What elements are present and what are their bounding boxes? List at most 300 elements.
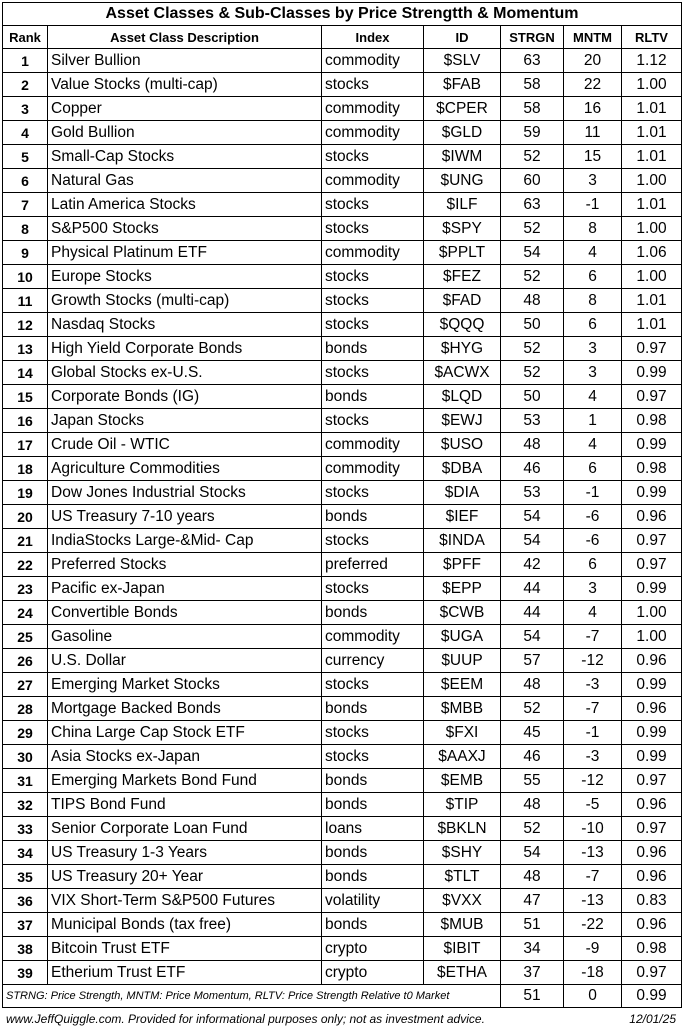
rank-cell: 34 bbox=[3, 841, 48, 865]
description-cell: US Treasury 1-3 Years bbox=[48, 841, 322, 865]
table-row bbox=[3, 433, 682, 457]
description-cell: VIX Short-Term S&P500 Futures bbox=[48, 889, 322, 913]
rank-cell: 27 bbox=[3, 673, 48, 697]
table-row bbox=[3, 913, 682, 937]
rank-cell: 39 bbox=[3, 961, 48, 985]
column-header-description: Asset Class Description bbox=[48, 26, 322, 49]
mntm-cell: 22 bbox=[564, 73, 622, 97]
disclaimer-text: www.JeffQuiggle.com. Provided for informational purposes only; not as investment advice. bbox=[6, 1012, 485, 1026]
index-cell: stocks bbox=[322, 529, 424, 553]
table-row bbox=[3, 697, 682, 721]
index-cell: loans bbox=[322, 817, 424, 841]
strgn-cell: 51 bbox=[501, 913, 564, 937]
mntm-cell: 8 bbox=[564, 289, 622, 313]
index-cell: bonds bbox=[322, 793, 424, 817]
rltv-cell: 1.01 bbox=[622, 97, 682, 121]
strgn-cell: 53 bbox=[501, 409, 564, 433]
mntm-cell: 1 bbox=[564, 409, 622, 433]
description-cell: U.S. Dollar bbox=[48, 649, 322, 673]
description-cell: Japan Stocks bbox=[48, 409, 322, 433]
index-cell: bonds bbox=[322, 769, 424, 793]
table-row bbox=[3, 217, 682, 241]
strgn-cell: 57 bbox=[501, 649, 564, 673]
rltv-cell: 0.83 bbox=[622, 889, 682, 913]
id-cell: $ILF bbox=[424, 193, 501, 217]
rank-cell: 6 bbox=[3, 169, 48, 193]
strgn-cell: 52 bbox=[501, 697, 564, 721]
strgn-cell: 52 bbox=[501, 817, 564, 841]
mntm-cell: 4 bbox=[564, 385, 622, 409]
strgn-cell: 52 bbox=[501, 265, 564, 289]
id-cell: $EWJ bbox=[424, 409, 501, 433]
table-row bbox=[3, 481, 682, 505]
rltv-cell: 0.96 bbox=[622, 913, 682, 937]
column-header-strgn: STRGN bbox=[501, 26, 564, 49]
rltv-cell: 1.06 bbox=[622, 241, 682, 265]
index-cell: stocks bbox=[322, 577, 424, 601]
table-row bbox=[3, 721, 682, 745]
id-cell: $FEZ bbox=[424, 265, 501, 289]
mntm-cell: 20 bbox=[564, 49, 622, 73]
id-cell: $BKLN bbox=[424, 817, 501, 841]
rltv-cell: 1.00 bbox=[622, 73, 682, 97]
strgn-cell: 55 bbox=[501, 769, 564, 793]
table-row bbox=[3, 889, 682, 913]
table-row bbox=[3, 817, 682, 841]
strgn-cell: 34 bbox=[501, 937, 564, 961]
id-cell: $USO bbox=[424, 433, 501, 457]
rank-cell: 28 bbox=[3, 697, 48, 721]
id-cell: $TLT bbox=[424, 865, 501, 889]
rltv-cell: 0.97 bbox=[622, 769, 682, 793]
mntm-cell: -18 bbox=[564, 961, 622, 985]
mntm-cell: 8 bbox=[564, 217, 622, 241]
strgn-cell: 44 bbox=[501, 577, 564, 601]
mntm-cell: -12 bbox=[564, 649, 622, 673]
column-header-mntm: MNTM bbox=[564, 26, 622, 49]
rank-cell: 22 bbox=[3, 553, 48, 577]
strgn-cell: 59 bbox=[501, 121, 564, 145]
strgn-cell: 60 bbox=[501, 169, 564, 193]
id-cell: $EPP bbox=[424, 577, 501, 601]
strgn-cell: 44 bbox=[501, 601, 564, 625]
mntm-cell: 4 bbox=[564, 433, 622, 457]
description-cell: Emerging Market Stocks bbox=[48, 673, 322, 697]
id-cell: $EEM bbox=[424, 673, 501, 697]
description-cell: Gasoline bbox=[48, 625, 322, 649]
strgn-cell: 42 bbox=[501, 553, 564, 577]
description-cell: Latin America Stocks bbox=[48, 193, 322, 217]
id-cell: $TIP bbox=[424, 793, 501, 817]
mntm-cell: -7 bbox=[564, 697, 622, 721]
id-cell: $CWB bbox=[424, 601, 501, 625]
description-cell: US Treasury 20+ Year bbox=[48, 865, 322, 889]
table-row bbox=[3, 409, 682, 433]
mntm-cell: 6 bbox=[564, 313, 622, 337]
rltv-cell: 1.00 bbox=[622, 217, 682, 241]
description-cell: Nasdaq Stocks bbox=[48, 313, 322, 337]
rltv-cell: 0.98 bbox=[622, 409, 682, 433]
strgn-cell: 58 bbox=[501, 73, 564, 97]
index-cell: bonds bbox=[322, 913, 424, 937]
description-cell: S&P500 Stocks bbox=[48, 217, 322, 241]
table-row bbox=[3, 145, 682, 169]
mntm-cell: -6 bbox=[564, 505, 622, 529]
rltv-cell: 0.96 bbox=[622, 841, 682, 865]
rank-cell: 19 bbox=[3, 481, 48, 505]
rltv-cell: 0.99 bbox=[622, 481, 682, 505]
rltv-cell: 0.99 bbox=[622, 721, 682, 745]
mntm-cell: -7 bbox=[564, 625, 622, 649]
strgn-cell: 50 bbox=[501, 313, 564, 337]
description-cell: Bitcoin Trust ETF bbox=[48, 937, 322, 961]
strgn-cell: 46 bbox=[501, 745, 564, 769]
rltv-cell: 0.96 bbox=[622, 649, 682, 673]
description-cell: Natural Gas bbox=[48, 169, 322, 193]
rank-cell: 11 bbox=[3, 289, 48, 313]
strgn-cell: 48 bbox=[501, 793, 564, 817]
strgn-cell: 48 bbox=[501, 673, 564, 697]
strgn-cell: 52 bbox=[501, 145, 564, 169]
table-row bbox=[3, 385, 682, 409]
rank-cell: 38 bbox=[3, 937, 48, 961]
report-date: 12/01/25 bbox=[629, 1012, 676, 1026]
rltv-cell: 0.97 bbox=[622, 385, 682, 409]
id-cell: $IWM bbox=[424, 145, 501, 169]
table-row bbox=[3, 289, 682, 313]
table-row bbox=[3, 577, 682, 601]
description-cell: Emerging Markets Bond Fund bbox=[48, 769, 322, 793]
strgn-cell: 48 bbox=[501, 865, 564, 889]
table-body bbox=[3, 49, 682, 985]
id-cell: $FAB bbox=[424, 73, 501, 97]
rank-cell: 31 bbox=[3, 769, 48, 793]
table-row bbox=[3, 601, 682, 625]
description-cell: Senior Corporate Loan Fund bbox=[48, 817, 322, 841]
mntm-cell: 15 bbox=[564, 145, 622, 169]
mntm-cell: 3 bbox=[564, 361, 622, 385]
strgn-cell: 50 bbox=[501, 385, 564, 409]
index-cell: stocks bbox=[322, 673, 424, 697]
rltv-cell: 1.00 bbox=[622, 265, 682, 289]
table-row bbox=[3, 745, 682, 769]
id-cell: $DBA bbox=[424, 457, 501, 481]
id-cell: $INDA bbox=[424, 529, 501, 553]
index-cell: bonds bbox=[322, 601, 424, 625]
rltv-cell: 0.99 bbox=[622, 673, 682, 697]
id-cell: $FXI bbox=[424, 721, 501, 745]
rank-cell: 7 bbox=[3, 193, 48, 217]
rltv-cell: 0.99 bbox=[622, 361, 682, 385]
description-cell: Gold Bullion bbox=[48, 121, 322, 145]
mntm-cell: -3 bbox=[564, 745, 622, 769]
table-row bbox=[3, 649, 682, 673]
table-row bbox=[3, 793, 682, 817]
rltv-cell: 1.01 bbox=[622, 145, 682, 169]
index-cell: commodity bbox=[322, 433, 424, 457]
table-row bbox=[3, 961, 682, 985]
rank-cell: 23 bbox=[3, 577, 48, 601]
id-cell: $DIA bbox=[424, 481, 501, 505]
rltv-cell: 0.99 bbox=[622, 745, 682, 769]
legend-note: STRNG: Price Strength, MNTM: Price Momentum, RLTV: Price Strength Relative t0 Market bbox=[3, 985, 501, 1008]
index-cell: currency bbox=[322, 649, 424, 673]
mntm-cell: 4 bbox=[564, 601, 622, 625]
mntm-cell: 6 bbox=[564, 553, 622, 577]
table-row bbox=[3, 241, 682, 265]
index-cell: stocks bbox=[322, 721, 424, 745]
rank-cell: 30 bbox=[3, 745, 48, 769]
asset-class-table bbox=[2, 2, 682, 1008]
index-cell: commodity bbox=[322, 121, 424, 145]
id-cell: $UNG bbox=[424, 169, 501, 193]
id-cell: $ACWX bbox=[424, 361, 501, 385]
table-row bbox=[3, 553, 682, 577]
index-cell: stocks bbox=[322, 217, 424, 241]
summary-strgn: 51 bbox=[501, 985, 564, 1008]
id-cell: $VXX bbox=[424, 889, 501, 913]
index-cell: commodity bbox=[322, 97, 424, 121]
rank-cell: 35 bbox=[3, 865, 48, 889]
column-header-id: ID bbox=[424, 26, 501, 49]
index-cell: bonds bbox=[322, 841, 424, 865]
mntm-cell: -7 bbox=[564, 865, 622, 889]
rltv-cell: 0.96 bbox=[622, 697, 682, 721]
description-cell: Dow Jones Industrial Stocks bbox=[48, 481, 322, 505]
index-cell: commodity bbox=[322, 49, 424, 73]
id-cell: $UUP bbox=[424, 649, 501, 673]
table-row bbox=[3, 457, 682, 481]
table-row bbox=[3, 121, 682, 145]
mntm-cell: -1 bbox=[564, 193, 622, 217]
table-row bbox=[3, 841, 682, 865]
mntm-cell: 11 bbox=[564, 121, 622, 145]
description-cell: Mortgage Backed Bonds bbox=[48, 697, 322, 721]
description-cell: TIPS Bond Fund bbox=[48, 793, 322, 817]
rank-cell: 20 bbox=[3, 505, 48, 529]
mntm-cell: -13 bbox=[564, 889, 622, 913]
mntm-cell: 6 bbox=[564, 457, 622, 481]
table-row bbox=[3, 865, 682, 889]
rank-cell: 1 bbox=[3, 49, 48, 73]
index-cell: stocks bbox=[322, 289, 424, 313]
table-row bbox=[3, 361, 682, 385]
description-cell: Global Stocks ex-U.S. bbox=[48, 361, 322, 385]
description-cell: High Yield Corporate Bonds bbox=[48, 337, 322, 361]
strgn-cell: 52 bbox=[501, 337, 564, 361]
page-footer bbox=[6, 1012, 676, 1030]
mntm-cell: -12 bbox=[564, 769, 622, 793]
id-cell: $GLD bbox=[424, 121, 501, 145]
description-cell: Agriculture Commodities bbox=[48, 457, 322, 481]
rank-cell: 17 bbox=[3, 433, 48, 457]
strgn-cell: 47 bbox=[501, 889, 564, 913]
rltv-cell: 1.00 bbox=[622, 601, 682, 625]
mntm-cell: -1 bbox=[564, 721, 622, 745]
id-cell: $AAXJ bbox=[424, 745, 501, 769]
index-cell: commodity bbox=[322, 457, 424, 481]
column-header-rank: Rank bbox=[3, 26, 48, 49]
rltv-cell: 0.98 bbox=[622, 937, 682, 961]
rank-cell: 13 bbox=[3, 337, 48, 361]
rltv-cell: 1.00 bbox=[622, 169, 682, 193]
rltv-cell: 0.98 bbox=[622, 457, 682, 481]
rank-cell: 25 bbox=[3, 625, 48, 649]
index-cell: stocks bbox=[322, 193, 424, 217]
index-cell: commodity bbox=[322, 625, 424, 649]
description-cell: Corporate Bonds (IG) bbox=[48, 385, 322, 409]
rank-cell: 32 bbox=[3, 793, 48, 817]
id-cell: $ETHA bbox=[424, 961, 501, 985]
rank-cell: 5 bbox=[3, 145, 48, 169]
strgn-cell: 54 bbox=[501, 529, 564, 553]
table-row bbox=[3, 337, 682, 361]
table-row bbox=[3, 313, 682, 337]
rank-cell: 9 bbox=[3, 241, 48, 265]
description-cell: Small-Cap Stocks bbox=[48, 145, 322, 169]
id-cell: $FAD bbox=[424, 289, 501, 313]
id-cell: $SLV bbox=[424, 49, 501, 73]
index-cell: commodity bbox=[322, 169, 424, 193]
index-cell: stocks bbox=[322, 409, 424, 433]
index-cell: bonds bbox=[322, 385, 424, 409]
id-cell: $PPLT bbox=[424, 241, 501, 265]
table-row bbox=[3, 937, 682, 961]
index-cell: stocks bbox=[322, 313, 424, 337]
description-cell: Copper bbox=[48, 97, 322, 121]
rltv-cell: 0.97 bbox=[622, 553, 682, 577]
table-row bbox=[3, 49, 682, 73]
index-cell: bonds bbox=[322, 337, 424, 361]
rltv-cell: 0.97 bbox=[622, 817, 682, 841]
rank-cell: 24 bbox=[3, 601, 48, 625]
index-cell: stocks bbox=[322, 265, 424, 289]
mntm-cell: 3 bbox=[564, 169, 622, 193]
index-cell: bonds bbox=[322, 865, 424, 889]
description-cell: Pacific ex-Japan bbox=[48, 577, 322, 601]
index-cell: stocks bbox=[322, 361, 424, 385]
index-cell: bonds bbox=[322, 505, 424, 529]
rltv-cell: 1.01 bbox=[622, 193, 682, 217]
strgn-cell: 63 bbox=[501, 193, 564, 217]
rltv-cell: 1.12 bbox=[622, 49, 682, 73]
rank-cell: 36 bbox=[3, 889, 48, 913]
rltv-cell: 0.99 bbox=[622, 433, 682, 457]
rank-cell: 10 bbox=[3, 265, 48, 289]
strgn-cell: 54 bbox=[501, 505, 564, 529]
id-cell: $LQD bbox=[424, 385, 501, 409]
rltv-cell: 0.99 bbox=[622, 577, 682, 601]
description-cell: Asia Stocks ex-Japan bbox=[48, 745, 322, 769]
mntm-cell: -3 bbox=[564, 673, 622, 697]
table-row bbox=[3, 265, 682, 289]
strgn-cell: 48 bbox=[501, 289, 564, 313]
index-cell: preferred bbox=[322, 553, 424, 577]
mntm-cell: -13 bbox=[564, 841, 622, 865]
mntm-cell: 3 bbox=[564, 577, 622, 601]
strgn-cell: 54 bbox=[501, 841, 564, 865]
rank-cell: 37 bbox=[3, 913, 48, 937]
table-row bbox=[3, 505, 682, 529]
mntm-cell: -22 bbox=[564, 913, 622, 937]
id-cell: $IEF bbox=[424, 505, 501, 529]
rltv-cell: 1.00 bbox=[622, 625, 682, 649]
rltv-cell: 0.96 bbox=[622, 793, 682, 817]
mntm-cell: 3 bbox=[564, 337, 622, 361]
table-row bbox=[3, 529, 682, 553]
index-cell: bonds bbox=[322, 697, 424, 721]
id-cell: $CPER bbox=[424, 97, 501, 121]
rank-cell: 29 bbox=[3, 721, 48, 745]
mntm-cell: 4 bbox=[564, 241, 622, 265]
rank-cell: 2 bbox=[3, 73, 48, 97]
strgn-cell: 54 bbox=[501, 625, 564, 649]
index-cell: crypto bbox=[322, 961, 424, 985]
rltv-cell: 1.01 bbox=[622, 289, 682, 313]
mntm-cell: -10 bbox=[564, 817, 622, 841]
table-row bbox=[3, 625, 682, 649]
mntm-cell: -1 bbox=[564, 481, 622, 505]
summary-rltv: 0.99 bbox=[622, 985, 682, 1008]
description-cell: Municipal Bonds (tax free) bbox=[48, 913, 322, 937]
id-cell: $EMB bbox=[424, 769, 501, 793]
strgn-cell: 54 bbox=[501, 241, 564, 265]
description-cell: US Treasury 7-10 years bbox=[48, 505, 322, 529]
index-cell: stocks bbox=[322, 145, 424, 169]
strgn-cell: 58 bbox=[501, 97, 564, 121]
mntm-cell: 16 bbox=[564, 97, 622, 121]
table-row bbox=[3, 97, 682, 121]
id-cell: $SPY bbox=[424, 217, 501, 241]
description-cell: Europe Stocks bbox=[48, 265, 322, 289]
description-cell: Preferred Stocks bbox=[48, 553, 322, 577]
table-row bbox=[3, 673, 682, 697]
rltv-cell: 0.97 bbox=[622, 529, 682, 553]
index-cell: stocks bbox=[322, 73, 424, 97]
rank-cell: 18 bbox=[3, 457, 48, 481]
column-header-rltv: RLTV bbox=[622, 26, 682, 49]
rank-cell: 33 bbox=[3, 817, 48, 841]
rltv-cell: 0.96 bbox=[622, 865, 682, 889]
rank-cell: 26 bbox=[3, 649, 48, 673]
mntm-cell: 6 bbox=[564, 265, 622, 289]
table-row bbox=[3, 193, 682, 217]
id-cell: $QQQ bbox=[424, 313, 501, 337]
mntm-cell: -9 bbox=[564, 937, 622, 961]
rank-cell: 12 bbox=[3, 313, 48, 337]
description-cell: IndiaStocks Large-&Mid- Cap bbox=[48, 529, 322, 553]
strgn-cell: 37 bbox=[501, 961, 564, 985]
strgn-cell: 63 bbox=[501, 49, 564, 73]
strgn-cell: 53 bbox=[501, 481, 564, 505]
description-cell: Silver Bullion bbox=[48, 49, 322, 73]
rank-cell: 14 bbox=[3, 361, 48, 385]
id-cell: $MUB bbox=[424, 913, 501, 937]
id-cell: $UGA bbox=[424, 625, 501, 649]
table-row bbox=[3, 769, 682, 793]
strgn-cell: 52 bbox=[501, 361, 564, 385]
strgn-cell: 45 bbox=[501, 721, 564, 745]
index-cell: crypto bbox=[322, 937, 424, 961]
id-cell: $PFF bbox=[424, 553, 501, 577]
description-cell: Crude Oil - WTIC bbox=[48, 433, 322, 457]
rank-cell: 16 bbox=[3, 409, 48, 433]
index-cell: volatility bbox=[322, 889, 424, 913]
table-row bbox=[3, 169, 682, 193]
column-header-index: Index bbox=[322, 26, 424, 49]
id-cell: $HYG bbox=[424, 337, 501, 361]
mntm-cell: -5 bbox=[564, 793, 622, 817]
